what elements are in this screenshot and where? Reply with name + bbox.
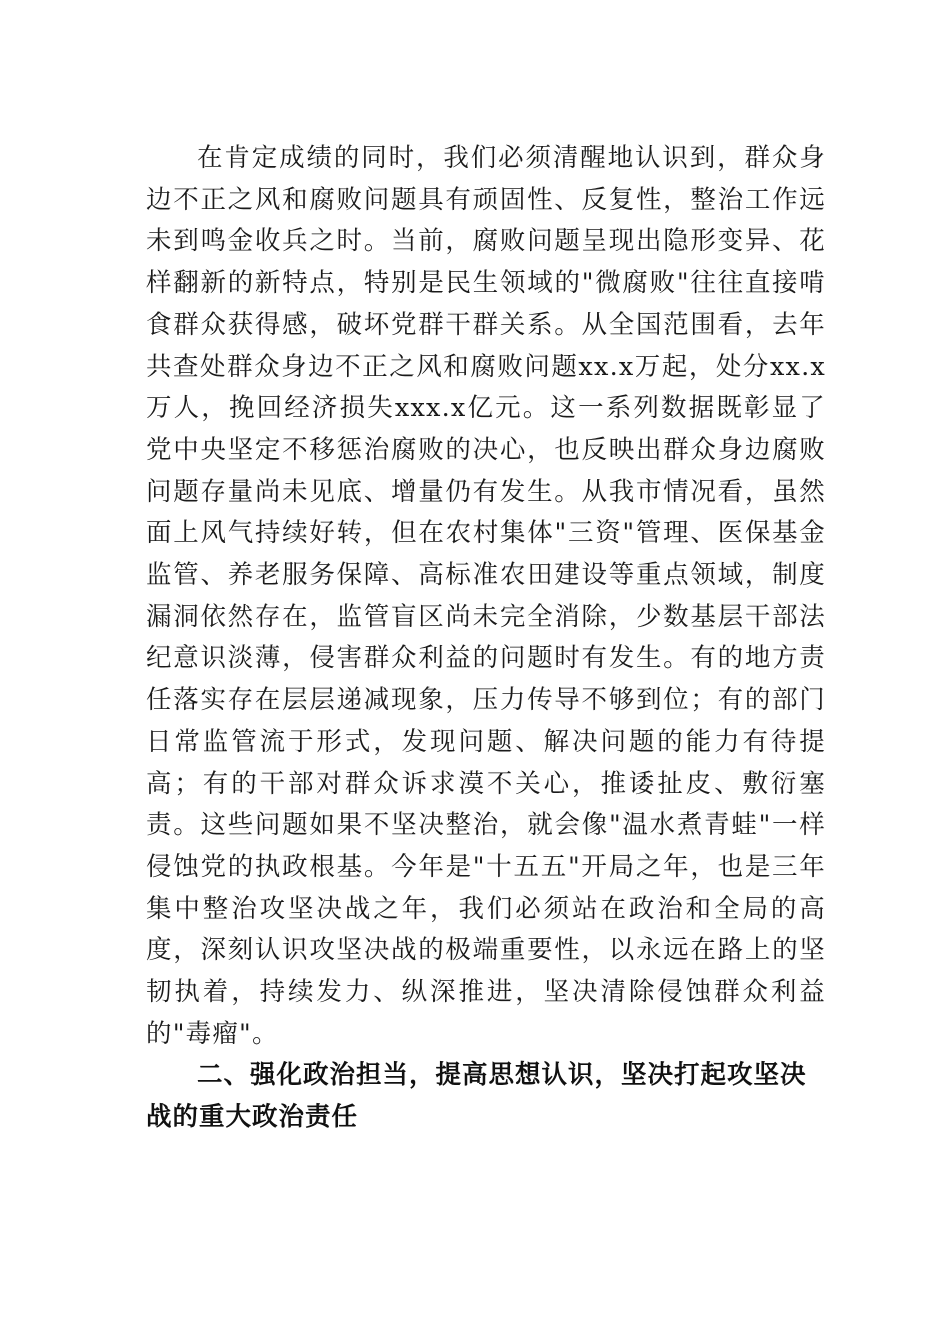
body-paragraph: 在肯定成绩的同时，我们必须清醒地认识到，群众身边不正之风和腐败问题具有顽固性、反复性，整治工作远未到鸣金收兵之时。当前，腐败问题呈现出隐形变异、花样翻新的新特点，特别是民生领域的"微腐败"往往直接啃食群众获得感，破坏党群干群关系。从全国范围看，去年共查处群众身边不正之风和腐败问题xx.x万起，处分xx.x万人，挽回经济损失xxx.x亿元。这一系列数据既彰显了党中央坚定不移惩治腐败的决心，也反映出群众身边腐败问题存量尚未见底、增量仍有发生。从我市情况看，虽然面上风气持续好转，但在农村集体"三资"管理、医保基金监管、养老服务保障、高标准农田建设等重点领域，制度漏洞依然存在，监管盲区尚未完全消除，少数基层干部法纪意识淡薄，侵害群众利益的问题时有发生。有的地方责任落实存在层层递减现象，压力传导不够到位；有的部门日常监管流于形式，发现问题、解决问题的能力有待提高；有的干部对群众诉求漠不关心，推诿扯皮、敷衍塞责。这些问题如果不坚决整治，就会像"温水煮青蛙"一样侵蚀党的执政根基。今年是"十五五"开局之年，也是三年集中整治攻坚决战之年，我们必须站在政治和全局的高度，深刻认识攻坚决战的极端重要性，以永远在路上的坚韧执着，持续发力、纵深推进，坚决清除侵蚀群众利益的"毒瘤"。 bbox=[146, 143, 826, 1049]
document-body bbox=[146, 138, 826, 1139]
section-heading: 二、强化政治担当，提高思想认识，坚决打起攻坚决战的重大政治责任 bbox=[146, 1060, 807, 1133]
